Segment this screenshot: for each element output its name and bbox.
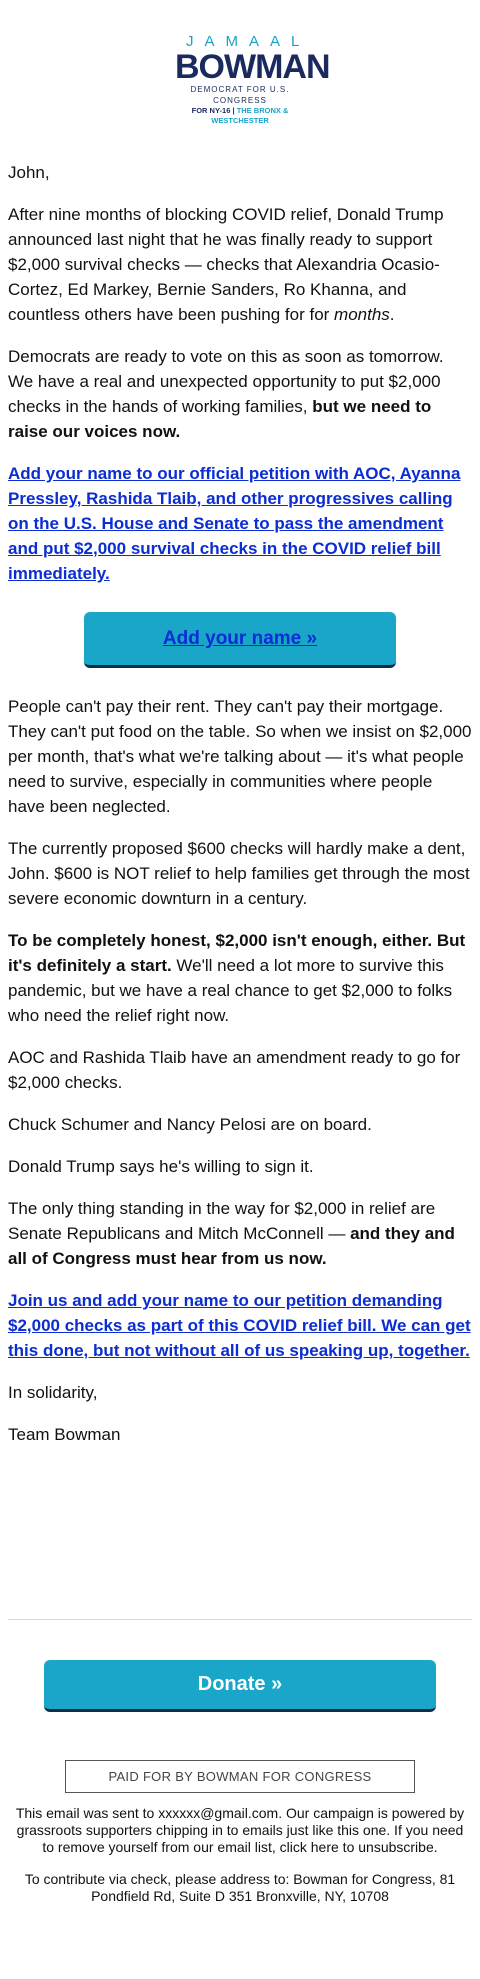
logo-district-b: THE BRONX & WESTCHESTER: [211, 106, 289, 125]
paragraph-5: [8, 928, 472, 1028]
logo-district: [175, 106, 305, 126]
signoff: In solidarity,: [8, 1383, 98, 1402]
logo-first-name: JAMAAL: [186, 33, 311, 50]
petition-link-paragraph: [8, 461, 472, 586]
footer-text: [0, 1805, 480, 1905]
p1-end: .: [389, 305, 395, 324]
spacer-4: [0, 1793, 480, 1805]
p5-text: We'll need a lot more to survive this pandemic, but we have a real chance to get $2,000 to folks who need the relief right now.: [8, 956, 453, 1025]
footer-notice: This email was sent to xxxxxx@gmail.com. Our campaign is powered by grassroots supporters chipping in to emails just like this one. If you need to remove yourself from our email list, click here to unsubscribe.: [15, 1805, 465, 1855]
campaign-logo: [175, 33, 330, 126]
logo-tagline: DEMOCRAT FOR U.S. CONGRESS: [190, 85, 290, 105]
p9-text: The only thing standing in the way for $2,000 in relief are Senate Republicans and Mitch McConnell —: [8, 1199, 436, 1243]
logo-district-a: FOR NY-16: [191, 106, 231, 115]
paragraph-4: The currently proposed $600 checks will hardly make a dent, John. $600 is NOT relief to help families get through the most severe economic downturn in a century.: [8, 839, 470, 908]
paid-for-disclaimer: PAID FOR BY BOWMAN FOR CONGRESS: [65, 1760, 415, 1793]
paragraph-2: [8, 344, 472, 444]
email-content: [0, 160, 480, 1447]
footer-address: To contribute via check, please address to: Bowman for Congress, 81 Pondfield Rd, Suite D 351 Bronxville, NY, 10708: [24, 1871, 456, 1904]
p2-text: Democrats are ready to vote on this as soon as tomorrow. We have a real and unexpected opportunity to put $2,000 checks in the hands of working families,: [8, 347, 444, 416]
email-body: [0, 34, 480, 1905]
greeting: John,: [8, 163, 50, 182]
p5-bold: To be completely honest, $2,000 isn't enough, either. But it's definitely a start.: [8, 931, 466, 975]
paragraph-3: People can't pay their rent. They can't pay their mortgage. They can't put food on the table. So when we insist on $2,000 per month, that's what we're talking about — it's what people need to survive, especially in communities where people have been neglected.: [8, 697, 472, 816]
paragraph-7: Chuck Schumer and Nancy Pelosi are on board.: [8, 1115, 372, 1134]
spacer: [0, 1464, 480, 1619]
paragraph-9: [8, 1196, 472, 1271]
add-your-name-button[interactable]: Add your name »: [84, 612, 396, 668]
logo-last-name: BOWMAN: [175, 48, 330, 86]
petition-link-2[interactable]: Join us and add your name to our petition demanding $2,000 checks as part of this COVID relief bill. We can get this done, but not without all of us speaking up, together.: [8, 1291, 471, 1360]
paragraph-8: Donald Trump says he's willing to sign it.: [8, 1157, 314, 1176]
p1-text: After nine months of blocking COVID relief, Donald Trump announced last night that he was finally ready to support $2,000 survival checks — checks that Alexandria Ocasio-Cortez, Ed Markey, Bernie Sanders, Ro Khanna, and countless others have been pushing for for: [8, 205, 444, 324]
logo-separator: |: [232, 106, 237, 115]
spacer-3: [0, 1712, 480, 1760]
paragraph-1: [8, 202, 472, 327]
paragraph-6: AOC and Rashida Tlaib have an amendment ready to go for $2,000 checks.: [8, 1048, 461, 1092]
petition-link-paragraph-2: [8, 1288, 472, 1363]
p9-bold: and they and all of Congress must hear from us now.: [8, 1224, 455, 1268]
spacer-2: [0, 1620, 480, 1660]
petition-link-1[interactable]: Add your name to our official petition with AOC, Ayanna Pressley, Rashida Tlaib, and other progressives calling on the U.S. House and Senate to pass the amendment and put $2,000 survival checks in the COVID relief bill immediately.: [8, 464, 461, 583]
p1-emphasis: months: [334, 305, 390, 324]
signature: Team Bowman: [8, 1425, 121, 1444]
donate-button[interactable]: Donate »: [44, 1660, 436, 1712]
p2-bold: but we need to raise our voices now.: [8, 397, 432, 441]
